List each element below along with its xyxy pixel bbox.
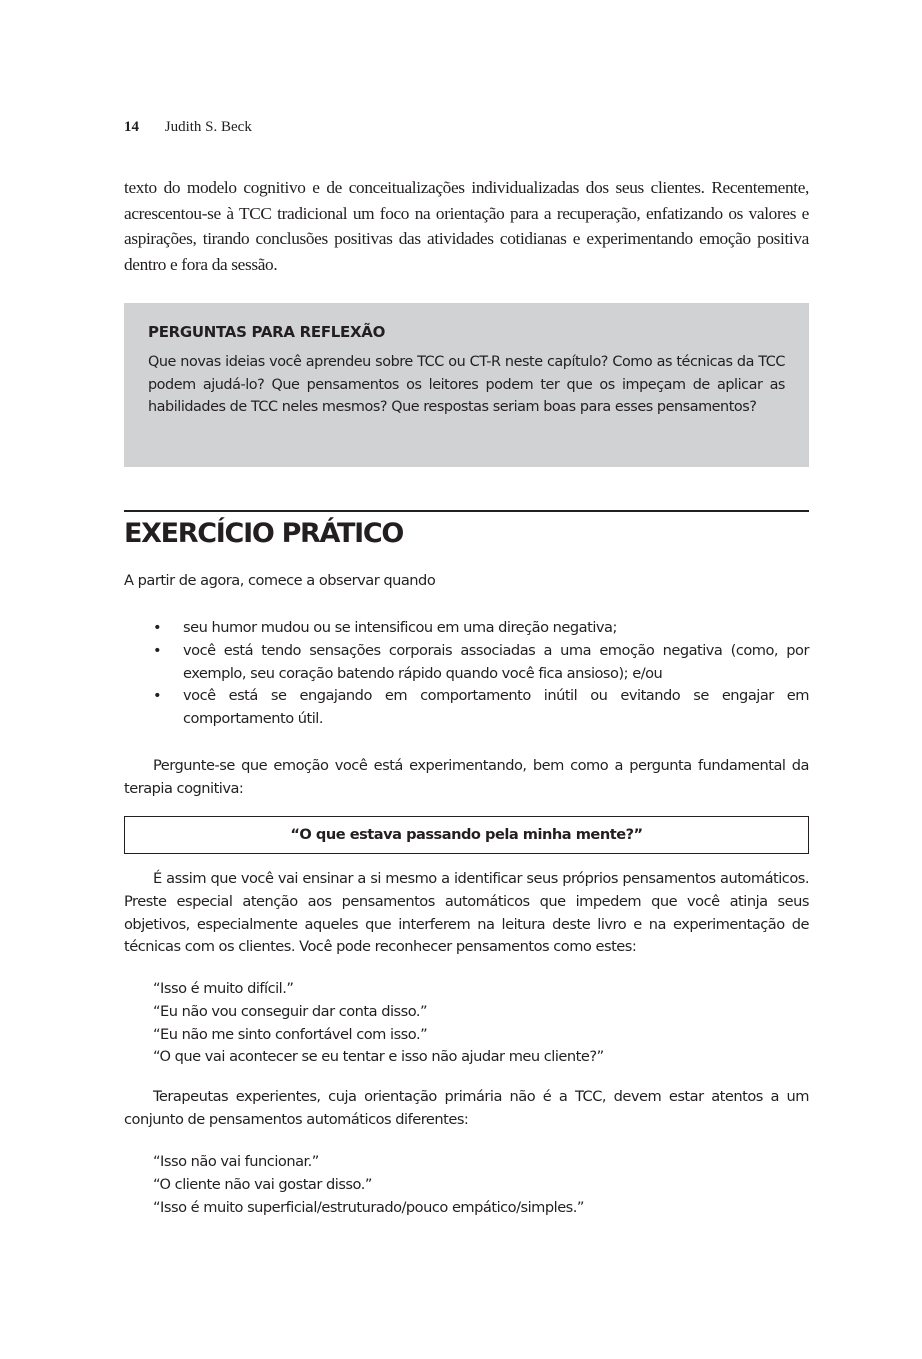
intro-paragraph: texto do modelo cognitivo e de conceitualizações individualizadas dos seus clientes. Recentemente, acrescentou-se à TCC tradicional um foco na orientação para a recuperação, enfatizando os valores e aspirações, tirando conclusões positivas das atividades cotidianas e experimentando emoção positiva dentro e fora da sessão.	[124, 178, 809, 274]
bullet-item: • você está se engajando em comportamento inútil ou evitando se engajar em comportamento útil.	[153, 687, 809, 728]
bullet-list-block	[124, 617, 809, 731]
bullet-list	[124, 617, 809, 731]
experienced-paragraph: Terapeutas experientes, cuja orientação primária não é a TCC, devem estar atentos a um conjunto de pensamentos automáticos diferentes:	[124, 1088, 809, 1128]
reflection-box	[124, 303, 809, 467]
exercise-lead: A partir de agora, comece a observar quando	[124, 572, 436, 589]
teach-paragraph: É assim que você vai ensinar a si mesmo a identificar seus próprios pensamentos automáticos. Preste especial atenção aos pensamentos automáticos que impedem que você atinja seus objetivos, especialmente aqueles que interferem na leitura deste livro e na experimentação de técnicas com os clientes. Você pode reconhecer pensamentos como estes:	[124, 870, 809, 956]
bullet-icon: •	[153, 687, 162, 705]
intro-section	[124, 175, 809, 277]
running-header	[124, 119, 252, 136]
thought-item: “Eu não vou conseguir dar conta disso.”	[153, 1002, 428, 1020]
section-title: EXERCÍCIO PRÁTICO	[124, 518, 404, 549]
page-number: 14	[124, 119, 139, 135]
bullet-icon: •	[153, 619, 162, 636]
thoughts-list-1	[124, 978, 838, 1069]
thoughts-list-2	[124, 1151, 838, 1219]
thought-item: “Isso é muito difícil.”	[153, 980, 294, 997]
thought-item: “Isso não vai funcionar.”	[153, 1153, 319, 1170]
bullet-item: • seu humor mudou ou se intensificou em uma direção negativa;	[124, 617, 809, 640]
experienced-paragraph-block	[124, 1086, 809, 1132]
key-question-box: “O que estava passando pela minha mente?”	[124, 816, 809, 854]
question-paragraph-block	[124, 755, 809, 801]
reflection-text: Que novas ideias você aprendeu sobre TCC ou CT-R neste capítulo? Como as técnicas da TCC podem ajudá-lo? Que pensamentos os leitores podem ter que os impeçam de aplicar as habilidades de TCC neles mesmos? Que respostas seriam boas para esses pensamentos?	[148, 354, 785, 415]
bullet-item: • você está tendo sensações corporais associadas a uma emoção negativa (como, por exemplo, seu coração batendo rápido quando você fica ansioso); e/ou	[153, 641, 809, 682]
exercise-lead-block	[124, 570, 809, 593]
question-paragraph: Pergunte-se que emoção você está experimentando, bem como a pergunta fundamental da terapia cognitiva:	[124, 757, 809, 797]
thought-item: “O cliente não vai gostar disso.”	[153, 1175, 372, 1193]
reflection-title: PERGUNTAS PARA REFLEXÃO	[148, 323, 386, 341]
thought-item: “O que vai acontecer se eu tentar e isso não ajudar meu cliente?”	[153, 1048, 604, 1066]
thought-item: “Isso é muito superficial/estruturado/pouco empático/simples.”	[153, 1198, 584, 1216]
author-name: Judith S. Beck	[164, 119, 252, 135]
teach-paragraph-block	[124, 868, 809, 959]
bullet-icon: •	[153, 641, 162, 659]
thought-item: “Eu não me sinto confortável com isso.”	[153, 1025, 428, 1043]
section-divider	[124, 510, 809, 512]
